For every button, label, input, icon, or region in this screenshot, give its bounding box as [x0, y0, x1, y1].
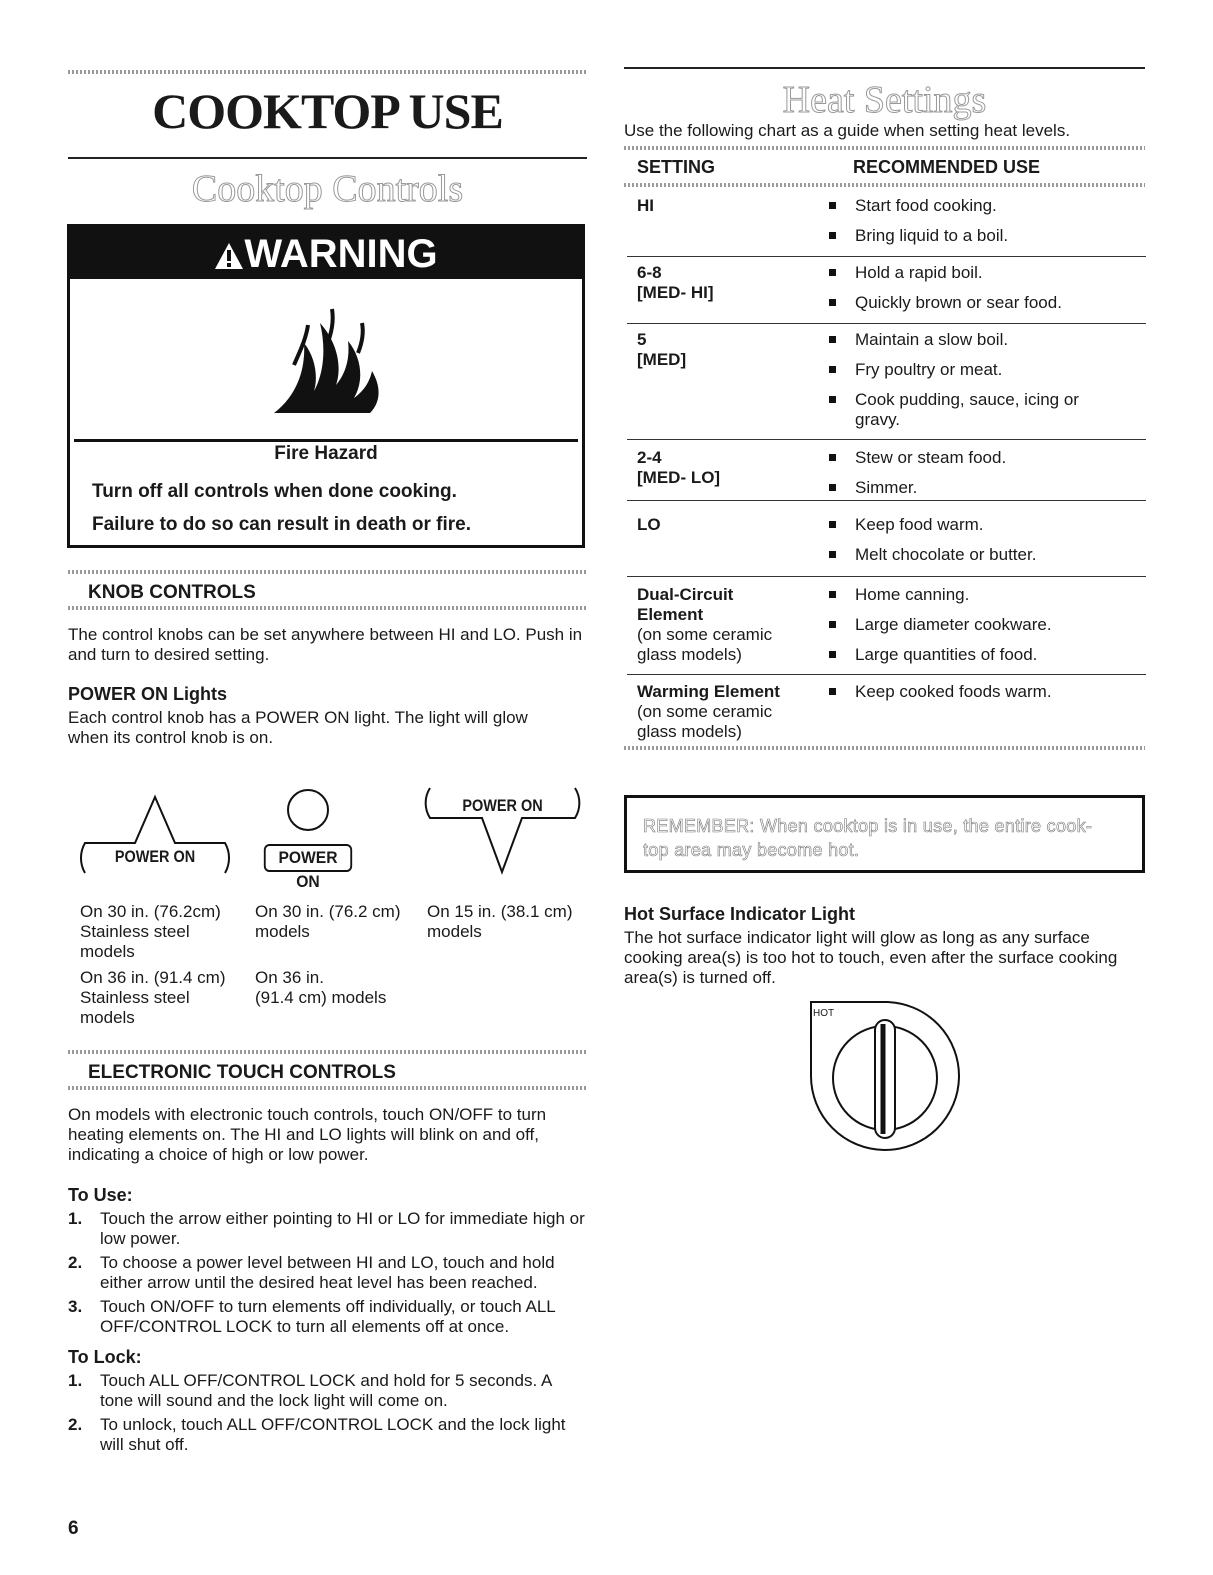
- use-text: Bring liquid to a boil.: [855, 226, 1009, 245]
- power-on-15in-diagram: [420, 784, 585, 876]
- caption-col-1: [80, 902, 226, 1028]
- power-on-heading: POWER ON Lights: [68, 684, 227, 704]
- heat-settings-heading: Heat Settings: [782, 79, 987, 121]
- use-item: [855, 448, 1006, 468]
- electronic-hatch-bottom: [68, 1086, 587, 1090]
- heat-intro: Use the following chart as a guide when setting heat levels.: [624, 121, 1071, 140]
- setting-name: LO: [637, 515, 661, 534]
- to-use-list: [68, 1209, 588, 1341]
- table-row: [627, 501, 1146, 577]
- list-item-text: To unlock, touch ALL OFF/CONTROL LOCK and the lock light will shut off.: [100, 1415, 566, 1454]
- power-on-stainless-diagram: [75, 785, 235, 875]
- warning-triangle-icon: [214, 231, 244, 285]
- indicator-circle-icon: [258, 788, 358, 838]
- list-item-text: Touch ALL OFF/CONTROL LOCK and hold for 5 seconds. A tone will sound and the lock light will come on.: [100, 1371, 552, 1410]
- use-item: [855, 196, 997, 216]
- fire-hazard-label: Fire Hazard: [274, 443, 378, 464]
- hot-knob-diagram: [805, 998, 965, 1153]
- to-lock-heading: To Lock:: [68, 1347, 142, 1367]
- use-text: Simmer.: [855, 478, 918, 497]
- electronic-hatch-top: [68, 1050, 587, 1054]
- hot-indicator-body: The hot surface indicator light will glow as long as any surface cooking area(s) is too hot to touch, even after the surface cooking area(s) is turned off.: [624, 928, 1118, 987]
- list-item: 1. Touch ALL OFF/CONTROL LOCK and hold for 5 seconds. A tone will sound and the lock light will come on.: [68, 1371, 552, 1410]
- use-text: Keep food warm.: [855, 515, 984, 534]
- use-text: Hold a rapid boil.: [855, 263, 983, 282]
- setting-name: HI: [637, 196, 654, 215]
- power-on-label-1: POWER ON: [114, 847, 196, 866]
- power-on-standard-diagram: [258, 788, 358, 891]
- hot-indicator-heading: Hot Surface Indicator Light: [624, 904, 856, 924]
- top-hatch-rule: [68, 70, 587, 74]
- use-text: Quickly brown or sear food.: [855, 293, 1062, 312]
- heat-top-rule: [624, 67, 1145, 69]
- use-item: [855, 515, 984, 535]
- electronic-body: On models with electronic touch controls, touch ON/OFF to turn heating elements on. The HI and LO lights will blink on and off, indicating a choice of high or low power.: [68, 1105, 547, 1164]
- setting-name: 2-4: [637, 448, 662, 467]
- caption-text: models: [80, 1008, 135, 1027]
- use-item: [855, 585, 969, 605]
- use-text: Maintain a slow boil.: [855, 330, 1009, 349]
- caption-col-3: [427, 902, 573, 942]
- col-use-header: RECOMMENDED USE: [853, 157, 1041, 177]
- use-item: [855, 390, 1115, 430]
- use-item: [855, 615, 1052, 635]
- table-row: [627, 577, 1146, 675]
- use-text: Large diameter cookware.: [855, 615, 1052, 634]
- knob-controls-heading: KNOB CONTROLS: [88, 582, 256, 603]
- list-item-text: Touch ON/OFF to turn elements off individually, or touch ALL OFF/CONTROL LOCK to turn all elements off at once.: [100, 1297, 556, 1336]
- page-title: COOKTOP USE: [152, 83, 503, 139]
- table-row: [627, 675, 1146, 745]
- caption-text: models: [255, 922, 310, 941]
- use-text: Cook pudding, sauce, icing or gravy.: [855, 390, 1079, 429]
- warning-label: WARNING: [244, 232, 438, 276]
- list-item: 1. Touch the arrow either pointing to HI or LO for immediate high or low power.: [68, 1209, 585, 1248]
- table-row: [627, 190, 1146, 257]
- use-text: Home canning.: [855, 585, 970, 604]
- setting-name: 5: [637, 330, 647, 349]
- use-item: [855, 545, 1036, 565]
- warning-line-2: Failure to do so can result in death or fire.: [92, 514, 472, 535]
- use-item: [855, 360, 1002, 380]
- col-setting-header: SETTING: [637, 157, 716, 177]
- use-item: [855, 478, 917, 498]
- fire-icon: [254, 303, 414, 423]
- title-rule: [68, 157, 587, 159]
- list-item: 2. To unlock, touch ALL OFF/CONTROL LOCK and the lock light will shut off.: [68, 1415, 566, 1454]
- use-item: [855, 226, 1008, 246]
- remember-text: REMEMBER: When cooktop is in use, the entire cook- top area may become hot.: [643, 816, 1093, 860]
- setting-sub: [MED]: [637, 350, 687, 369]
- heat-hatch-3: [624, 746, 1145, 750]
- caption-text: On 30 in. (76.2 cm): [255, 902, 401, 921]
- power-on-label-2: POWER ON: [264, 844, 352, 872]
- setting-note: (on some ceramic glass models): [637, 625, 773, 664]
- knob-hatch-top: [68, 570, 587, 574]
- table-row: [627, 257, 1146, 324]
- caption-text: Stainless steel: [80, 922, 190, 941]
- caption-text: On 36 in. (91.4 cm): [80, 968, 226, 987]
- list-item-text: Touch the arrow either pointing to HI or LO for immediate high or low power.: [100, 1209, 585, 1248]
- table-row: [627, 440, 1146, 501]
- setting-name: Dual-Circuit: [637, 585, 734, 604]
- caption-text: On 15 in. (38.1 cm): [427, 902, 573, 921]
- use-item: [855, 645, 1037, 665]
- knob-hatch-bottom: [68, 606, 587, 610]
- setting-sub: [MED- LO]: [637, 468, 721, 487]
- table-row: [627, 324, 1146, 440]
- hot-knob-icon: [805, 998, 965, 1153]
- to-use-heading: To Use:: [68, 1185, 133, 1205]
- caption-text: On 36 in.: [255, 968, 324, 987]
- use-text: Melt chocolate or butter.: [855, 545, 1037, 564]
- use-item: [855, 682, 1052, 702]
- setting-name: Warming Element: [637, 682, 780, 701]
- caption-text: (91.4 cm) models: [255, 988, 387, 1007]
- electronic-heading: ELECTRONIC TOUCH CONTROLS: [88, 1062, 396, 1083]
- heat-hatch-2: [624, 183, 1145, 187]
- setting-sub: [MED- HI]: [637, 283, 714, 302]
- caption-text: models: [80, 942, 135, 961]
- page-number: 6: [68, 1518, 79, 1539]
- use-text: Start food cooking.: [855, 196, 997, 215]
- list-item: 3. Touch ON/OFF to turn elements off individually, or touch ALL OFF/CONTROL LOCK to turn all elements off at once.: [68, 1297, 556, 1336]
- use-text: Stew or steam food.: [855, 448, 1007, 467]
- cooktop-controls-heading: Cooktop Controls: [191, 168, 464, 210]
- list-item-text: To choose a power level between HI and LO, touch and hold either arrow until the desired heat level has been reached.: [100, 1253, 555, 1292]
- knob-controls-body: The control knobs can be set anywhere between HI and LO. Push in and turn to desired setting.: [68, 625, 583, 664]
- caption-text: models: [427, 922, 482, 941]
- power-on-label-3: POWER ON: [462, 796, 543, 815]
- list-item: 2. To choose a power level between HI and LO, touch and hold either arrow until the desired heat level has been reached.: [68, 1253, 555, 1292]
- setting-sub: Element: [637, 605, 704, 624]
- setting-name: 6-8: [637, 263, 662, 282]
- setting-note: (on some ceramic glass models): [637, 702, 773, 741]
- use-item: [855, 330, 1008, 350]
- fire-picture-panel: [74, 279, 578, 442]
- use-text: Keep cooked foods warm.: [855, 682, 1052, 701]
- warning-line-1: Turn off all controls when done cooking.: [92, 481, 457, 502]
- caption-text: Stainless steel: [80, 988, 190, 1007]
- caption-col-2: [255, 902, 401, 1008]
- use-item: [855, 263, 983, 283]
- use-text: Fry poultry or meat.: [855, 360, 1003, 379]
- remember-box: [624, 795, 1145, 873]
- heat-hatch-1: [624, 146, 1145, 150]
- use-text: Large quantities of food.: [855, 645, 1038, 664]
- power-on-body: Each control knob has a POWER ON light. The light will glow when its control knob is on.: [68, 708, 528, 747]
- caption-text: On 30 in. (76.2cm): [80, 902, 221, 921]
- warning-box: [67, 224, 585, 548]
- use-item: [855, 293, 1062, 313]
- warning-banner: [70, 227, 582, 279]
- hot-label: HOT: [813, 1008, 835, 1019]
- to-lock-list: [68, 1371, 588, 1459]
